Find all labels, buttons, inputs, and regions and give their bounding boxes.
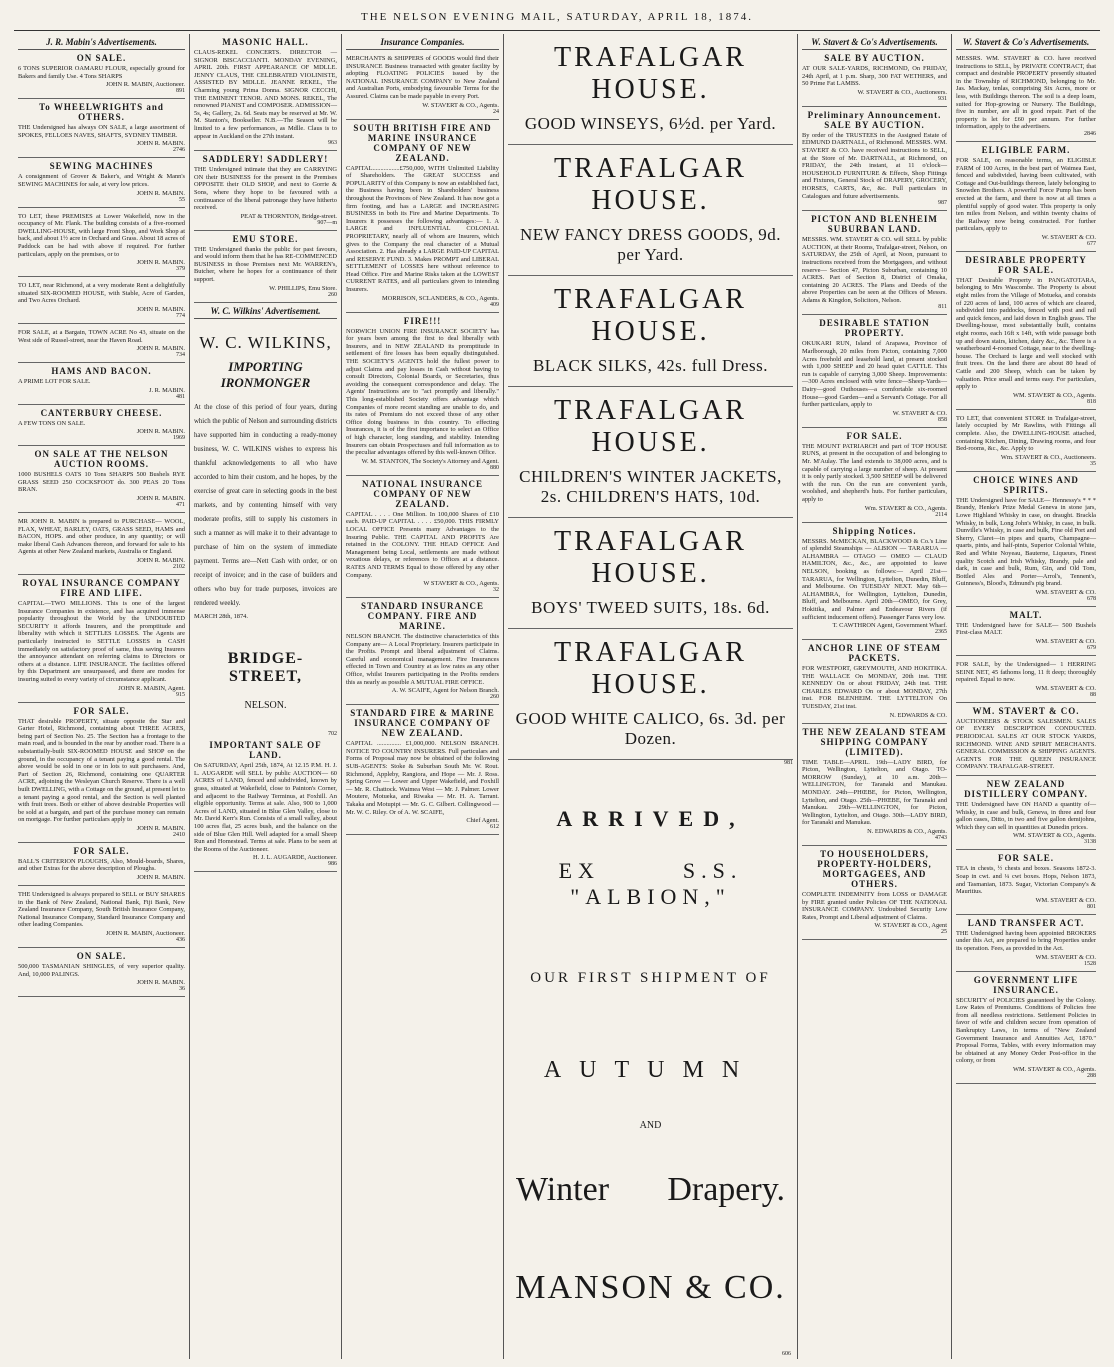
advertisement xyxy=(956,50,1096,142)
ad-body: TO LET, that convenient STORE in Trafalgar-street, lately occupied by Mr Rawlins, with Fittings all complete. Also, the DWELLING-HOUSE attached, containing Kitchen, Dining, Drawing rooms, and four Bed-rooms, &c., &c. Apply to xyxy=(956,414,1096,453)
ad-signature: JOHN R. MABIN. xyxy=(136,345,185,353)
ad-signature: W STAVERT & CO., Agents. xyxy=(423,580,499,588)
ref-number: 931 xyxy=(938,95,947,102)
ad-body: By order of the TRUSTEES in the Assigned Estate of EDMUND DARTNALL, of Richmond. MESSRS. WM. STAVERT & CO. have received instructions to SELL, at the Store of Mr. DARTNALL, at Richmond, on FRIDAY, the 24th instant, at 11 o'clock— HOUSEHOLD FURNITURE & Effects, Shop Fittings and Fixtures, General Stock of DRAPERY, GROCERY, HORSES, CARTS, &c, &c. Full particulars in Catalogues and future advertisements. xyxy=(802,131,947,200)
ad-title: NEW ZEALAND DISTILLERY COMPANY. xyxy=(964,779,1088,799)
ref-number: 260 xyxy=(328,291,337,298)
advertisement xyxy=(194,34,337,151)
ad-signature: JOHN R. MABIN. xyxy=(136,305,185,313)
trafalgar-offer: GOOD WINSEYS, 6½d. per Yard. xyxy=(524,114,777,133)
advertisement xyxy=(956,142,1096,252)
ad-title: MALT. xyxy=(1009,609,1043,620)
wilkins-date: MARCH 28th, 1874. xyxy=(194,612,248,620)
ad-body: MESSRS. McMECKAN, BLACKWOOD & Co.'s Line of splendid Steamships — ALBION — TARARUA — ALHAMBRA — OTAGO — OMEO — CLAUD HAMILTON, &c., &c., are appointed to leave NELSON, booking as follows:— April 21st—TARARUA, for Wellington, Lyttelton, Dunedin, Bluff, and Melbourne. On TUESDAY NEXT. May 6th—ALHAMBRA, for Wellington, Lyttelton, Dunedin, Bluff, and Melbourne. April 20th—OMEO, for Grey, Hokitika, and Palmer and Endeavour Rivers (if sufficient inducement offers). Passenger Fares very low. xyxy=(802,537,947,621)
ad-body: COMPLETE INDEMNITY from LOSS or DAMAGE by FIRE granted under Policies OF THE NATIONAL INSURANCE COMPANY. Undoubted Security Low Rates, Prompt and Liberal adjustment of Claims. xyxy=(802,891,947,921)
advertisement xyxy=(802,428,947,523)
ad-title: SOUTH BRITISH FIRE AND MARINE INSURANCE COMPANY OF NEW ZEALAND. xyxy=(353,122,492,163)
advertisement xyxy=(18,513,185,575)
ref-number: 4743 xyxy=(935,835,947,841)
ref-number: 891 xyxy=(176,88,185,95)
ad-body: 6 TONS SUPERIOR OAMARU FLOUR, especially ground for Bakers and family Use. 4 Tons SHARPS xyxy=(18,65,185,80)
ad-signature: W. STAVERT & CO. xyxy=(892,409,947,417)
ad-signature: W. PHILLIPS, Emu Store. xyxy=(269,284,337,292)
trafalgar-offer: NEW FANCY DRESS GOODS, 9d. per Yard. xyxy=(519,225,782,264)
ad-body: AUCTIONEERS & STOCK SALESMEN. SALES OF EVERY DESCRIPTION CONDUCTED. PERIODICAL SALES AT OUR STOCK YARDS, RICHMOND. WINE AND SPIRIT MERCHANTS. GENERAL COMMISSION & SHIPPING AGENTS. AGENTS FOR THE QUEEN INSURANCE COMPANY. TRAFALGAR-STREET. xyxy=(956,717,1096,771)
ref-number: 612 xyxy=(490,824,499,831)
wilkins-street: BRIDGE-STREET, xyxy=(227,650,304,686)
ex-label: EX xyxy=(558,858,600,883)
advertisement xyxy=(346,50,499,120)
column-trafalgar-manson xyxy=(504,34,798,1359)
advertisement xyxy=(956,607,1096,656)
ad-list xyxy=(346,50,499,835)
column-header: Insurance Companies. xyxy=(346,34,499,50)
ref-number: 880 xyxy=(490,464,499,471)
ad-signature: WM. STAVERT & CO., Agents. xyxy=(1012,1065,1096,1073)
ad-signature: JOHN R. MABIN. xyxy=(136,874,185,882)
ad-title: HAMS AND BACON. xyxy=(51,366,152,377)
ref-number: 811 xyxy=(938,304,947,311)
ad-signature: JOHN R. MABIN, Auctioneer. xyxy=(105,930,185,938)
ref-number: 2102 xyxy=(173,564,185,571)
trafalgar-offer: BOYS' TWEED SUITS, 18s. 6d. xyxy=(531,598,770,617)
ref-number: 606 xyxy=(782,1351,791,1357)
column-mabin xyxy=(14,34,190,1359)
ref-number: 2365 xyxy=(935,629,947,636)
ad-body: A FEW TONS ON SALE. xyxy=(18,419,86,427)
ad-signature: T. CAWTHRON Agent, Government Wharf. xyxy=(832,622,947,630)
trafalgar-title: TRAFALGAR HOUSE. xyxy=(554,153,747,216)
drapery-word: Drapery. xyxy=(667,1171,785,1208)
trafalgar-title: TRAFALGAR HOUSE. xyxy=(554,42,747,105)
ad-body: NELSON BRANCH. The distinctive characteristics of this Company are— A Local Proprietary. Insurers participate in the Profits. Prompt and liberal adjustment of Claims. Careful and economical management. Fire Insurances effected in Town and Country at as low rates as any other Office, whilst Insurers participating in the Profits renders this as nearly as possible A MUTUAL FIRE OFFICE. xyxy=(346,633,499,686)
ad-list xyxy=(956,50,1096,1084)
advertisement xyxy=(956,252,1096,410)
ref-number: 1528 xyxy=(1084,960,1096,967)
advertisement xyxy=(18,575,185,703)
ad-signature: JOHN R. MABIN. xyxy=(136,557,185,565)
column-stavert-2 xyxy=(952,34,1100,1359)
ref-number: 471 xyxy=(176,502,185,509)
advertisement xyxy=(802,523,947,641)
ad-signature: W. STAVERT & CO. xyxy=(1041,233,1096,241)
ad-signature: JOHN R. MABIN, Auctioneer. xyxy=(105,81,185,89)
advertisement xyxy=(18,277,185,324)
ad-signature: WM. STAVERT & CO. xyxy=(1035,896,1096,904)
ref-number: 678 xyxy=(1087,595,1096,602)
ad-body: TO LET, near Richmond, at a very moderate Rent a delightfully situated SIX-ROOMED HOUSE, with Stable, Acre of Garden, and Two Acres Orchard. xyxy=(18,282,185,305)
column-header: W. Stavert & Co's Advertisements. xyxy=(956,34,1096,50)
ad-title: ELIGIBLE FARM. xyxy=(981,144,1071,155)
masthead: THE NELSON EVENING MAIL, SATURDAY, APRIL 18, 1874. xyxy=(360,11,753,23)
ref-number: 907—m xyxy=(317,219,337,226)
wilkins-town: NELSON. xyxy=(244,700,287,712)
ad-body: A consignment of Grover & Baker's, and Wright & Mann's SEWING MACHINES for sale, at very low prices. xyxy=(18,173,185,188)
ad-title: FOR SALE. xyxy=(73,845,130,856)
ad-title: SEWING MACHINES xyxy=(49,161,154,172)
ad-signature: JOHN R. MABIN. xyxy=(136,495,185,503)
advertisement xyxy=(18,446,185,513)
ref-number: 25 xyxy=(941,929,947,936)
advertisement xyxy=(194,151,337,231)
ad-body: MERCHANTS & SHIPPERS of GOODS would find their INSURANCE Business transacted with greater facility by adopting FLOATING POLICIES issued by the NATIONAL INSURANCE COMPANY to New Zealand and Australian Ports, embodying favourable Terms for the Assured. Claims can be made payable in every Port. xyxy=(346,55,499,100)
trafalgar-title: TRAFALGAR HOUSE. xyxy=(554,284,747,347)
advertisement xyxy=(346,476,499,598)
wilkins-name: W. C. WILKINS, xyxy=(199,332,332,352)
arrived-heading: ARRIVED, xyxy=(556,806,745,831)
trafalgar-ad xyxy=(508,145,793,276)
ad-body: THE Undersigned have for SALE— 500 Bushels First-class MALT. xyxy=(956,621,1096,637)
ref-number: 858 xyxy=(938,416,947,423)
ad-title: IMPORTANT SALE OF LAND. xyxy=(209,740,322,761)
ad-title: FOR SALE. xyxy=(846,430,903,441)
advertisement xyxy=(802,846,947,940)
ship-label: S.S. "ALBION," xyxy=(570,858,743,909)
ad-body: THE Undersigned has always ON SALE, a large assortment of SPOKES, FELLOES NAVES, SHAFTS, SYDNEY TIMBER. xyxy=(18,124,185,139)
ad-body: TEA in chests, ½ chests and boxes. Seasons 1872-3. Soap in cwt. and ¼ cwt boxes. Hops, Nelson 1873, and Tasmanian, 1873. Sugar, Victorian Company's & Mauritius. xyxy=(956,865,1096,896)
ad-title: FIRE!!! xyxy=(403,315,442,326)
trafalgar-ad xyxy=(508,629,793,760)
ref-number: 481 xyxy=(176,393,185,400)
ad-signature: JOHN R. MABIN. xyxy=(136,428,185,436)
advertisement xyxy=(802,211,947,315)
ad-body: MESSRS. WM. STAVERT & CO. will SELL by public AUCTION, at their Rooms, Trafalgar-street, Nelson, on SATURDAY, the 25th of April, at Noon, pursuant to instructions received from the Mortgagees, and without reserve— Section 47, Picton Suburban, containing 10 ACRES. Part of Section 8, District of Omaka, containing 20 ACRES. The Plans and Deeds of the above Properties can be seen at the Offices of Messrs. Adams & Kingdon, Solicitors, Nelson. xyxy=(802,236,947,304)
ad-title: STANDARD FIRE & MARINE INSURANCE COMPANY OF NEW ZEALAND. xyxy=(350,708,495,739)
ad-body: AT OUR SALE-YARDS, RICHMOND, On FRIDAY, 24th April, at 1 p.m. Sharp, 300 FAT WETHERS, and 50 Prime Fat LAMBS. xyxy=(802,65,947,88)
advertisement xyxy=(956,915,1096,972)
ref-number: 379 xyxy=(176,266,185,273)
ad-body: THE Undersigned have for SALE— Hennessy's * * * Brandy, Henke's Prize Medal Geneva in stone jars, Lowe Highland Whisky in case, on draught. Brackla Whisky, in bulk, Long John's Whisky, in case, in bulk. Dunville's Whisky, in case and bulk, Fine old Port and Sherry, Claret—in pipes and quarts, Champagne—quarts, pints, and half-pints, Superior Colonial White, Red and White Noyeau, Bauterne, Liqueurs, Finest quality Scotch and Irish Whisky, Brandy, pale and dark, in case and bulk, Rum, Gin, and Old Tom, Bottled Ales and Porter—Arrol's, Tennent's, Guinness's, Blood's, Edmund's pig brand. xyxy=(956,496,1096,588)
ad-signature: W. STAVERT & CO., Auctioneers. xyxy=(857,88,947,96)
ad-body: CLAUS-REKEL CONCERTS. DIRECTOR — SIGNOR BISCACCIANTI. MONDAY EVENING, APRIL 20th. FIRST APPEARANCE OF MDLLE. JENNY CLAUS, THE CELEBRATED VIOLINISTE, ASSISTED BY MDLLE. JEANNE REKEL, The Charming young Prima Donna. SIGNOR CECCHI, THE EMINENT TENOR. AND MONS. REKEL, The renowned PIANIST and COMPOSER. ADMISSION—5s, 4s; Gallery, 2s. 6d. Seats may be reserved at Mr. W. M. Stanton's, Bookseller. N.B.—The Season will be limited to a few performances, as Mdlle. Claus is to appear in Auckland on the 27th instant. xyxy=(194,49,337,140)
advertisement xyxy=(18,886,185,948)
ref-number: 818 xyxy=(1087,398,1096,405)
advertisement xyxy=(802,724,947,846)
ad-signature: WM. STAVERT & CO., Agents. xyxy=(1012,832,1096,840)
ad-body: THE MOUNT PATRIARCH and part of TOP HOUSE RUNS, at present in the occupation of and belonging to Mr. M'Aulay. The land extends to 38,000 acres, and is capable of carrying a large number of sheep. At present it is only partly stocked. 3,500 SHEEP will be delivered with the run. On the run are convenient yards, woolshed, and shepherd's huts. For further particulars, apply to xyxy=(802,442,947,503)
ad-body: THE Undersigned have ON HAND a quantity of— Whisky, in case and bulk, Geneva, in three and four gallon cases, Ditto, in two and five gallon demijohns, Which they can sell in quantities at Dunedin prices. xyxy=(956,801,1096,831)
wilkins-trade: IMPORTING IRONMONGER xyxy=(220,358,311,390)
ad-signature: A. W. SCAIFE, Agent for Nelson Branch. xyxy=(391,687,499,695)
ad-signature: J. R. MABIN. xyxy=(148,386,185,394)
ad-signature: W. STAVERT & CO., Agent xyxy=(874,922,947,930)
advertisement xyxy=(18,363,185,405)
ad-title: Preliminary Announcement. SALE BY AUCTION. xyxy=(807,109,942,130)
ad-body: NORWICH UNION FIRE INSURANCE SOCIETY has for years been among the first to deal liberally with Insurers, and in NEW ZEALAND its promptitude in settlement of fire losses has been equally distinguished. THE SOCIETY'S AGENTS hold the fullest power to adjust Claims and pay losses in Cash without having to consult Directors, Colonial Boards, or Secretaries, thus avoiding the consequent correspondence and delay. The Agents' Instructions are to "act promptly and liberally." This long-established Society offers advantage which Companies of more recent standing are unable to do, and its rates of Premium do not exceed those of any other Office doing business in this country. To effecting Insurances, it is of the first importance to select an Office of high character, long standing, and stability. Intending Insurers can obtain Prospectuses and full information as to the peculiar advantages offered by this well-known Office. xyxy=(346,327,499,457)
wilkins-body: At the close of this period of four years, during which the public of Nelson and surrounding districts have supported him in conducting a ready-money business, W. C. WILKINS wishes to express his thankful acknowledgements to all who have accorded to him their custom, and he hopes, by the exercise of great care in selecting goods in the best markets, and by contenting himself with very moderate profits, still to supply his customers in such a manner as will make it to their advantage to purchase of him on the system of immediate payment. Terms are—Nett Cash with order, or on receipt of invoice; and in the case of builders and others who buy for trade purposes, invoices are rendered weekly. xyxy=(194,403,337,607)
ad-body: FOR WESTPORT, GREYMOUTH, AND HOKITIKA. THE WALLACE On MONDAY, 20th inst. THE KENNEDY On or about FRIDAY, 24th inst. THE CHARLES EDWARD On or about MONDAY, 27th inst. FOR BLENHEIM. THE LYTTELTON On TUESDAY, 21st inst. xyxy=(802,665,947,711)
ref-number: 981 xyxy=(784,760,793,766)
ad-body: A PRIME LOT FOR SALE. xyxy=(18,378,91,386)
advertisement xyxy=(956,972,1096,1084)
ad-body: 1000 BUSHELS OATS 10 Tons SHARPS 500 Bushels RYE GRASS SEED 250 COCKSFOOT do. 300 PEAS 20 Tons BRAN. xyxy=(18,471,185,494)
ref-number: 963 xyxy=(328,140,337,147)
manson-heading: MANSON & CO. xyxy=(515,1269,786,1306)
advertisement xyxy=(18,208,185,278)
ref-number: 88 xyxy=(1090,691,1096,698)
ad-title: LAND TRANSFER ACT. xyxy=(967,917,1085,928)
advertisement xyxy=(18,948,185,997)
ref-number: 32 xyxy=(493,587,499,594)
advertisement xyxy=(346,313,499,476)
ad-signature: JOHN R. MABIN. xyxy=(136,979,185,987)
ad-title: ON SALE. xyxy=(76,951,127,962)
ref-number: 2746 xyxy=(173,147,185,154)
advertisement xyxy=(956,410,1096,472)
advertisement xyxy=(18,703,185,843)
trafalgar-ad xyxy=(508,34,793,145)
ad-body: BALL'S CRITERION PLOUGHS, Also, Mould-boards, Shares, and other Extras for the above description of Ploughs. xyxy=(18,857,185,873)
ref-number: 679 xyxy=(1087,645,1096,652)
ad-signature: JOHN R. MABIN. xyxy=(136,259,185,267)
and-label: AND xyxy=(639,1120,662,1131)
advertisement xyxy=(956,472,1096,607)
ref-number: 36 xyxy=(179,986,185,993)
ad-body: SECURITY of POLICIES guaranteed by the Colony. Low Rates of Premiums. Conditions of Policies free from all needless restrictions. Settlement Policies in favor of wife and children secure from operation of Bankruptcy Laws, in terms of "New Zealand Government Insurance and Annuities Act, 1870." Proposal Forms, Tables, with every information may be obtained at any Money Order Post-office in the colony, or from xyxy=(956,996,1096,1065)
ad-list xyxy=(18,50,185,997)
ad-body: MR JOHN R. MABIN is prepared to PURCHASE— WOOL, FLAX, WHEAT, BARLEY, OATS, GRASS SEED, HAMS and BACON, HOPS. and other produce, in any quantity; or will make liberal Cash Advances thereon, and forward for sale to his Agents at other New Zealand markets, Australia or England. xyxy=(18,518,185,556)
ad-body: THAT desirable PROPERTY, situate opposite the Star and Garter Hotel, Richmond, containing about THREE ACRES, being part of Section No. 25. The Section has a frontage to the main road, and is bounded in the rear by another road. There is a substantially-built SIX-ROOMED HOUSE and SHOP on the ground, in the occupancy of a tenant paying a good rental. The above would be sold in one or in lots to suit purchasers. And, Part of Section 26, Richmond, containing one QUARTER ACRE, adjoining the Wesleyan Church Reserve. There is a well built DWELLING, with a Cottage on the ground, at present let to a tenant paying a good rental, and the Section is well planted with fruit trees. Both or either of above desirable Properties will be sold at a bargain, and part of the purchase money can remain on mortgage. For further particulars apply to xyxy=(18,717,186,824)
ad-signature: WM. STAVERT & CO. xyxy=(1035,953,1096,961)
ref-number: 288 xyxy=(1087,1072,1096,1079)
ref-number: 801 xyxy=(1087,903,1096,910)
ad-list xyxy=(194,34,337,303)
ad-title: DESIRABLE PROPERTY FOR SALE. xyxy=(965,254,1087,275)
ad-body: FOR SALE, by the Undersigned— 1 HERRING SEINE NET, 45 fathoms long, 11 ft deep; thoroughly repaired. Equal to new. xyxy=(956,661,1096,684)
ad-title: GOVERNMENT LIFE INSURANCE. xyxy=(973,974,1079,995)
ad-body: CAPITAL.................£750,000, WITH Unlimited Liability of Shareholders. The GREAT SUCCESS and POPULARITY of this Company is now an established fact, the Business having been in Shareholders' business throughout the Provinces of New Zealand. It has now got a firm footing, and has a LARGE and INCREASING BUSINESS in both its Fire and Marine Departments. To Insurers it possesses the following advantages:— 1. A LARGE and INFLUENTIAL COLONIAL PROPRIETARY, nearly all of whom are Insurers, which gives to the Company the real character of a Mutual Association. 2. Has already a LARGE PAID-UP CAPITAL and RESERVE FUND. 3. Makes PROMPT and LIBERAL SETTLEMENT of LOSSES here without reference to Head Office. Fire and Marine Risks taken at the LOWEST CURRENT RATES, and all particulars given to intending Insurers. xyxy=(346,164,499,294)
ad-body: TIME TABLE—APRIL. 19th—LADY BIRD, for Picton, Wellington, Lyttelton, and Otago. TO-MORROW (Sunday), at 10 a.m. 20th—WELLINGTON, for Taranaki and Manukau. MONDAY. 24th—PHŒBE, for Picton, Wellington, Lyttelton, and Otago. 25th—PHŒBE, for Taranaki and Manukau. 29th—WELLINGTON, for Picton, Wellington, Lyttelton, and Otago. 30th—LADY BIRD, for Taranaki and Manukau. xyxy=(802,758,947,827)
ad-signature: PEAT & THORNTON, Bridge-street. xyxy=(240,212,337,220)
ad-signature: JOHN R. MABIN. xyxy=(136,189,185,197)
ad-title: STANDARD INSURANCE COMPANY. FIRE AND MARINE. xyxy=(360,601,485,632)
ad-signature: WM. STAVERT & CO. xyxy=(1035,588,1096,596)
ad-title: CHOICE WINES AND SPIRITS. xyxy=(973,474,1079,495)
advertisement xyxy=(18,50,185,99)
ad-signature: Chief Agent. xyxy=(466,817,499,825)
ref-number: 987 xyxy=(938,200,947,207)
ad-title: DESIRABLE STATION PROPERTY. xyxy=(819,318,930,339)
ad-body: THE Undersigned is always prepared to SELL or BUY SHARES in the Bank of New Zealand, National Bank, Fiji Bank, New Zealand Insurance Company, South British Insurance Company, National Insurance Company, Standard Insurance Company and other leading Companies. xyxy=(18,891,185,929)
column-insurance xyxy=(342,34,504,1359)
ad-title: WM. STAVERT & CO. xyxy=(972,705,1080,716)
ad-signature: H. J. L. AUGARDE, Auctioneer. xyxy=(253,854,337,862)
ad-title: MASONIC HALL. xyxy=(222,37,309,47)
ad-body: TO LET, these PREMISES at Lower Wakefield, now in the occupancy of Mr. Flank. The building consists of a five-roomed DWELLING-HOUSE, with large Front Shop, and Work Shop at back, and about 1½ acre in Orchard and Grass. About 18 acres of Paddock can be had with above if required. For further particulars, apply on the premises, or to xyxy=(18,212,185,258)
advertisement xyxy=(956,656,1096,703)
advertisement xyxy=(18,405,185,447)
trafalgar-ad xyxy=(508,518,793,629)
ref-number: 2114 xyxy=(935,511,947,518)
ad-signature: W. M. STANTON, The Society's Attorney and Agent. xyxy=(361,457,499,465)
ref-number: 436 xyxy=(176,937,185,944)
ref-number: 24 xyxy=(493,108,499,115)
trafalgar-title: TRAFALGAR HOUSE. xyxy=(554,395,747,458)
ref-number: 2846 xyxy=(1084,130,1096,137)
advertisement xyxy=(802,107,947,211)
advertisement xyxy=(802,315,947,427)
ad-title: SALE BY AUCTION. xyxy=(824,53,925,63)
trafalgar-offer: GOOD WHITE CALICO, 6s. 3d. per Dozen. xyxy=(515,709,786,748)
ad-body: OKUKARI RUN, Island of Arapawa, Province of Marlborough, 20 miles from Picton, containing 7,000 Acres freehold and leasehold land, at present stocked with 1,000 SHEEP and 20 head quiet CATTLE. This run is capable of carrying 3,000 Sheep. Improvements:—300 Acres enclosed with wire fence—Sheep-Yards—Dairy—good Outhouses—a comfortable six-roomed House—good Garden—and a Servant's Cottage. For all further particulars, apply to xyxy=(802,340,947,409)
ad-signature: JOHN R. MABIN, Agent. xyxy=(118,684,185,692)
ad-body: CAPITAL ............... £1,000,000. NELSON BRANCH. NOTICE TO COUNTRY INSURERS. Full particulars and Forms of Proposal may now be obtained of the following SUB-AGENTS: Stoke & Suburban South Mr. W. Rout. Richmond, Appleby, Rangiora, and Hope — Mr. J. Ross. Spring Grove — Lower and Upper Wakefield, and Foxhill — Mr. R. Chattock. Waimea West — Mr. J. Palmer. Lower Moutere, Motueka, and Riwaka — Mr. H. A. Tarrant. Takaka and Motupipi — Mr. G. C. Gilbert. Collingwood — Mr. W. C. Riley. Or of A. W. SCAIFE, xyxy=(346,740,499,816)
ref-number: 915 xyxy=(176,691,185,698)
ad-signature: JOHN R. MABIN. xyxy=(136,140,185,148)
ad-body: FOR SALE, on reasonable terms, an ELIGIBLE FARM of 100 Acres, in the best part of Waimea East, fenced and subdivided, having been cultivated, with Cottage and Out-buildings thereon, lately belonging to Snowden Brothers. A powerful Force Pump has been erected at the farm, and there is now at all times a plentiful supply of good water. This property is only ten miles from Nelson, and within twenty chains of the Railway now being constructed. For further particulars, apply to xyxy=(956,156,1096,233)
column-stavert-1 xyxy=(798,34,952,1359)
advertisement xyxy=(18,843,185,886)
ref-number: 702 xyxy=(328,731,337,738)
ad-body: THE Undersigned having been appointed BROKERS under this Act, are prepared to bring Properties under its operation. Fees, as provided in the Act. xyxy=(956,929,1096,952)
ad-title: ANCHOR LINE OF STEAM PACKETS. xyxy=(808,643,941,664)
ad-land-sale xyxy=(194,737,337,872)
autumn-heading: AUTUMN xyxy=(543,1057,758,1083)
masthead-rule xyxy=(14,30,1100,31)
ad-signature: MORRISON, SCLANDERS, & CO., Agents. xyxy=(382,294,499,302)
ad-body: MESSRS. WM. STAVERT & CO. have received instructions to SELL, by PRIVATE CONTRACT, that compact and desirable PROPERTY presently situated in the Township of RICHMOND, belonging to Mr. Jas. Mackay, tenlas, comprising Six Acres, more or less, with Buildings thereon. The soil is a deep loam, suited for Hop-growing or Nursery. The Buildings, five in number, are all in good repair. Part of the property is let for £60 per annum. For further information, apply to the advertisers. xyxy=(956,55,1096,131)
advertisement xyxy=(956,703,1096,776)
ref-number: 1969 xyxy=(173,435,185,442)
ad-body: THE Undersigned intimate that they are CARRYING ON their BUSINESS for the present in the Premises OPPOSITE their OLD SHOP, and next to Gorrie & Sons, where they hope to be favoured with a continuance of the liberal patronage they have hitherto received. xyxy=(194,166,337,212)
ad-signature: N. EDWARDS & CO. xyxy=(889,711,947,719)
ref-number: 55 xyxy=(179,196,185,203)
ref-number: 774 xyxy=(176,312,185,319)
ad-title: PICTON AND BLENHEIM SUBURBAN LAND. xyxy=(811,214,938,235)
ad-body: On SATURDAY, April 25th, 1874, At 12.15 P.M. H. J. L. AUGARDE will SELL by public AUCTION— 60 ACRES of LAND, fenced and subdivided, known by grass, situated at Wakefield, close to Painton's Corner, and adjacent to the Railway Terminus, at Foxhill. An eligible opportunity. Terms at sale. Also, 900 to 1,000 Acres of LAND, situated in Blue Glen Valley, close to Mr. David Kerr's Run. Consists of a small valley, about 100 acres flat, 25 acres bush, and the balance on the side of Blue Glen Hill. Well adapted for a small Sheep Run and Homestead. Terms at sale. Plans to be seen at the Rooms of the Auctioneer. xyxy=(194,762,337,853)
trafalgar-offer: BLACK SILKS, 42s. full Dress. xyxy=(532,356,769,375)
advertisement xyxy=(346,598,499,705)
ad-body: CAPITAL—TWO MILLIONS. This is one of the largest Insurance Companies in existence, and has acquired immense popularity throughout the World by the UNDOUBTED SECURITY it affords Insurers, and the promptitude and liberality with which it SETTLES LOSSES. The Agents are particularly instructed to SETTLE LOSSES in CASH immediately on satisfactory proof of same, thus saving Insurers the annoyance attendant on referring claims to Directors or others at a distance. LIFE INSURANCE. The facilities offered by this Department are unsurpassed, and there are modes for insuring suited to every variety of circumstance applicant. xyxy=(18,600,185,683)
ad-signature: Wm. STAVERT & CO., Agents. xyxy=(864,504,947,512)
column-masonic-wilkins xyxy=(190,34,342,1359)
column-header: W. Stavert & Co's Advertisements. xyxy=(802,34,947,50)
ad-title: FOR SALE. xyxy=(997,853,1054,864)
ref-number: 409 xyxy=(490,301,499,308)
trafalgar-ad xyxy=(508,276,793,387)
ad-body: FOR SALE, at a Bargain, TOWN ACRE No 43, situate on the West side of Russel-street, near the Haven Road. xyxy=(18,328,185,344)
winter-drapery xyxy=(508,1171,793,1209)
trafalgar-title: TRAFALGAR HOUSE. xyxy=(554,526,747,589)
ad-title: To WHEELWRIGHTS and OTHERS. xyxy=(39,102,164,123)
trafalgar-blocks xyxy=(508,34,793,760)
advertisement xyxy=(18,158,185,207)
advertisement xyxy=(956,850,1096,914)
advertisement xyxy=(194,231,337,303)
ref-number: 2410 xyxy=(173,831,185,838)
ad-title: Shipping Notices. xyxy=(832,525,917,536)
ad-title: FOR SALE. xyxy=(73,705,130,716)
winter-word: Winter xyxy=(516,1171,610,1208)
ref-number: 677 xyxy=(1087,240,1096,247)
wilkins-header: W. C. Wilkins' Advertisement. xyxy=(194,303,337,319)
ref-number: 734 xyxy=(176,352,185,359)
ad-signature: JOHN R. MABIN. xyxy=(136,824,185,832)
ad-title: NATIONAL INSURANCE COMPANY OF NEW ZEALAND. xyxy=(361,478,484,509)
ad-title: ON SALE. xyxy=(76,53,127,63)
column-header: J. R. Mabin's Advertisements. xyxy=(18,34,185,50)
ref-number: 35 xyxy=(1090,460,1096,467)
ref-number: 260 xyxy=(490,694,499,701)
ad-body: THAT Desirable Property in PANGATOTARA, belonging to Mrs Wascombe. The Property is about eight miles from the Village of Motueka, and consists of 220 acres of land, 100 acres of which are cleared, subdivided into paddocks, fenced with post and rail and quick fences, and laid down in English grass. The Dwelling-house, most substantially built, contains eight rooms, each 16ft x 14ft, with wide passage both up and down stairs, kitchen, dairy &c., &c. There is a weatherboard 4-roomed Cottage, near to the dwelling-house. The Orchard is large and well stocked with fruit trees. On the land there are about 80 head of Cattle and 200 Sheep, which can be taken by valuation. Price small and terms easy. For particulars, apply to xyxy=(956,276,1096,391)
ref-number: 3138 xyxy=(1084,839,1096,846)
shipment-line: OUR FIRST SHIPMENT OF xyxy=(530,970,771,986)
ship-name xyxy=(508,858,793,910)
advertisement xyxy=(18,324,185,363)
advertisement xyxy=(346,705,499,835)
ad-title: SADDLERY! SADDLERY! xyxy=(202,154,329,165)
trafalgar-ad xyxy=(508,387,793,518)
advertisement xyxy=(346,120,499,313)
ad-signature: N. EDWARDS & CO., Agents. xyxy=(867,828,947,835)
newspaper-columns xyxy=(14,34,1100,1359)
ref-number: 986 xyxy=(328,861,337,868)
ad-title: TO HOUSEHOLDERS, PROPERTY-HOLDERS, MORTGAGEES, AND OTHERS. xyxy=(817,849,932,889)
ad-body: 500,000 TASMANIAN SHINGLES, of very superior quality. And, 10,000 PALINGS. xyxy=(18,963,185,978)
advertisement xyxy=(802,50,947,107)
ad-signature: WM. STAVERT & CO., Agents. xyxy=(1012,391,1096,399)
ad-signature: W. STAVERT & CO., Agents. xyxy=(422,101,499,109)
ad-body: CAPITAL . . . . One Million. In 100,000 Shares of £10 each. PAID-UP CAPITAL . . . . £50,000. THIS FIRMLY LOCAL OFFICE Presents many Advantages to the Insuring Public. THE CAPITAL AND PROFITS Are retained in the COLONY. THE HEAD OFFICE And Management being Local, settlements are made without vexatious delays, or references to Offices at a distance. RATES AND TERMS Equal to those offered by any other Company. xyxy=(346,510,499,579)
ad-title: ROYAL INSURANCE COMPANY FIRE AND LIFE. xyxy=(22,578,181,599)
ad-signature: WM. STAVERT & CO. xyxy=(1035,638,1096,646)
ad-signature: Wm. STAVERT & CO., Auctioneers. xyxy=(1000,453,1096,461)
advertisement xyxy=(956,776,1096,850)
ad-title: ON SALE AT THE NELSON AUCTION ROOMS. xyxy=(34,449,169,470)
advertisement xyxy=(18,99,185,158)
ad-title: EMU STORE. xyxy=(232,233,299,244)
ad-title: THE NEW ZEALAND STEAM SHIPPING COMPANY (LIMITED). xyxy=(802,726,947,757)
ad-title: CANTERBURY CHEESE. xyxy=(40,407,163,418)
advertisement xyxy=(802,640,947,724)
ad-list xyxy=(802,50,947,940)
ad-signature: WM. STAVERT & CO. xyxy=(1035,684,1096,692)
trafalgar-offer: CHILDREN'S WINTER JACKETS, 2s. CHILDREN'S HATS, 10d. xyxy=(519,467,782,506)
ad-body: THE Undersigned thanks the public for past favours, and would inform them that he has RE-COMMENCED BUSINESS in those Premises next Mr. WARREN's, Butcher, where he hopes for a continuance of their support. xyxy=(194,245,337,284)
trafalgar-title: TRAFALGAR HOUSE. xyxy=(554,637,747,700)
